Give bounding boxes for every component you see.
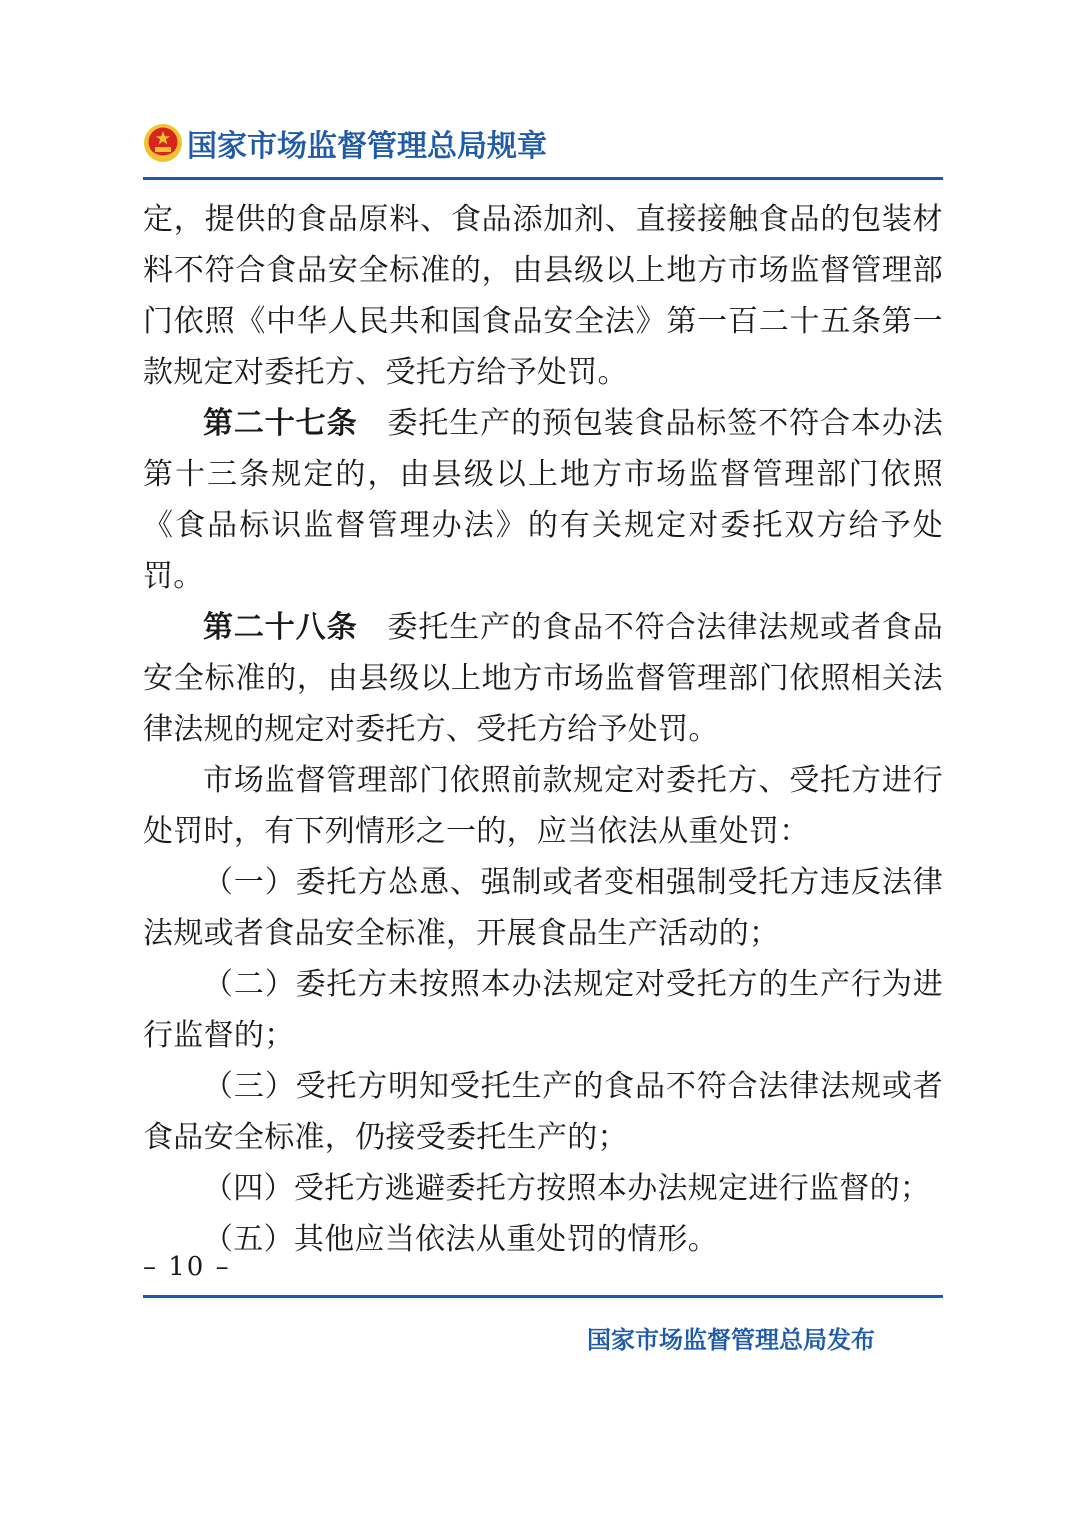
page-number: – 10 – <box>143 1252 231 1282</box>
article-paragraph <box>143 602 943 755</box>
article-number: 第二十八条 <box>203 610 358 645</box>
article-paragraph <box>143 398 943 602</box>
list-item: （三）受托方明知受托生产的食品不符合法律法规或者食品安全标准，仍接受委托生产的； <box>143 1069 943 1155</box>
paragraph: 市场监督管理部门依照前款规定对委托方、受托方进行处罚时，有下列情形之一的，应当依法从重处罚： <box>143 763 943 849</box>
article-text: 委托生产的预包装食品标签不符合本办法第十三条规定的，由县级以上地方市场监督管理部门依照《食品标识监督管理办法》的有关规定对委托双方给予处罚。 <box>143 406 944 594</box>
article-text: 委托生产的食品不符合法律法规或者食品安全标准的，由县级以上地方市场监督管理部门依照相关法律法规的规定对委托方、受托方给予处罚。 <box>143 610 944 747</box>
header-title: 国家市场监督管理总局规章 <box>187 129 547 164</box>
footer-publisher: 国家市场监督管理总局发布 <box>587 1326 875 1354</box>
list-item: （四）受托方逃避委托方按照本办法规定进行监督的； <box>203 1171 931 1206</box>
footer-divider <box>143 1295 943 1298</box>
paragraph: 定，提供的食品原料、食品添加剂、直接接触食品的包装材料不符合食品安全标准的，由县级以上地方市场监督管理部门依照《中华人民共和国食品安全法》第一百二十五条第一款规定对委托方、受托方给予处罚。 <box>143 202 943 390</box>
list-item: （二）委托方未按照本办法规定对受托方的生产行为进行监督的； <box>143 967 943 1053</box>
list-item: （一）委托方怂恿、强制或者变相强制受托方违反法律法规或者食品安全标准，开展食品生产活动的； <box>143 865 943 951</box>
article-number: 第二十七条 <box>203 406 358 441</box>
national-emblem-icon <box>143 123 183 163</box>
page-header <box>143 118 943 168</box>
document-body <box>143 194 943 1265</box>
header-divider <box>143 177 943 180</box>
list-item: （五）其他应当依法从重处罚的情形。 <box>203 1222 719 1257</box>
